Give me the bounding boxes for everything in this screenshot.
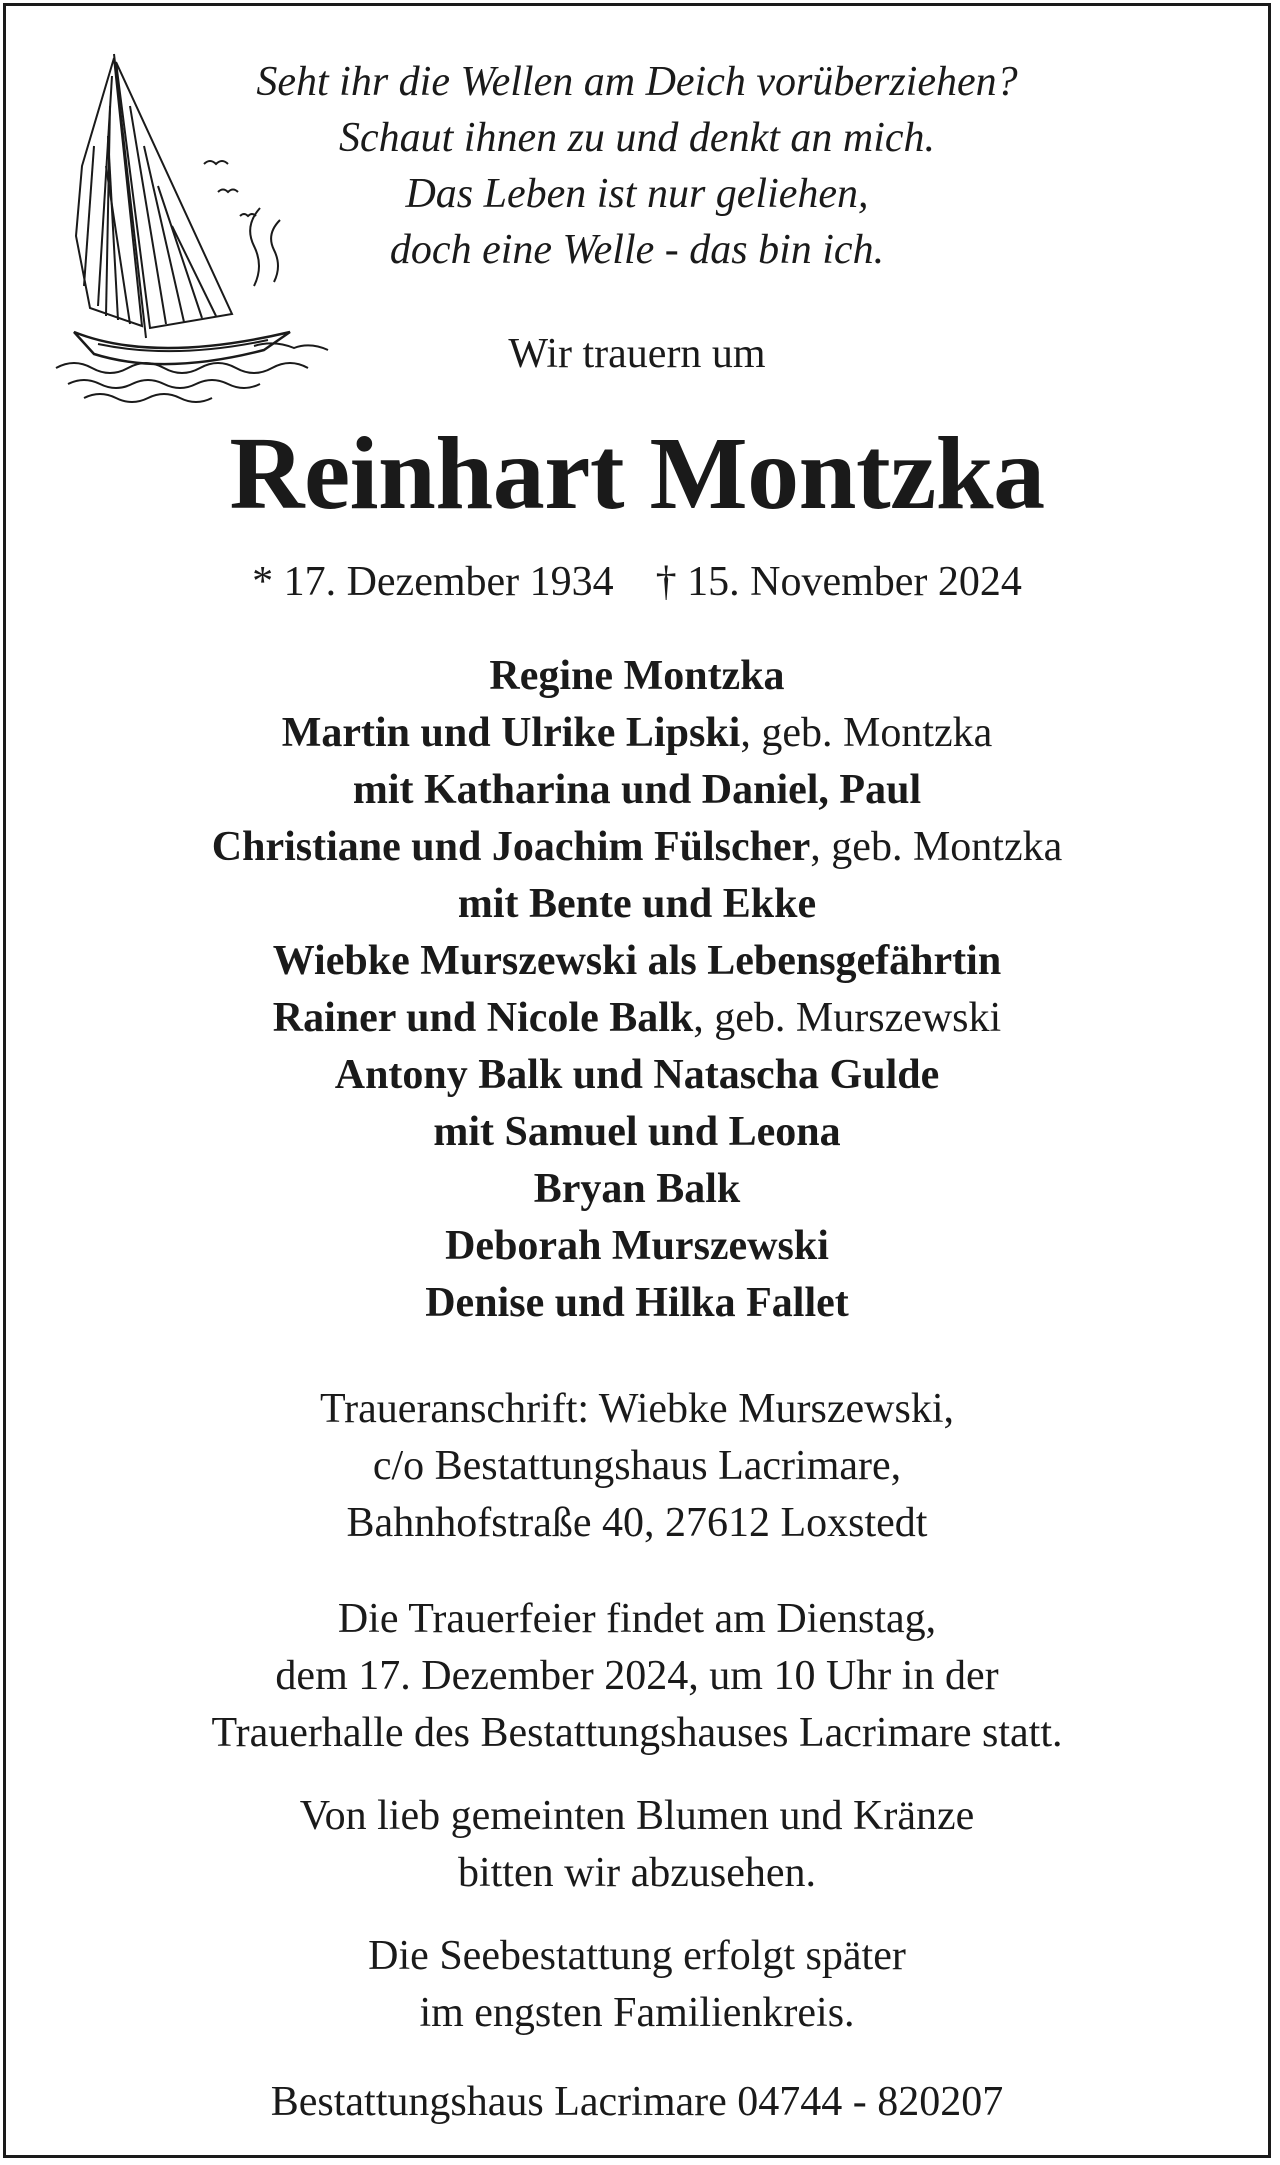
address-line-3: Bahnhofstraße 40, 27612 Loxstedt [346, 1500, 928, 1546]
life-dates [6, 554, 1268, 611]
family-line: mit Katharina und Daniel, Paul [352, 767, 922, 813]
death-date: † 15. November 2024 [655, 559, 1022, 605]
family-line: Antony Balk und Natascha Gulde [334, 1052, 940, 1098]
ceremony-line-2: dem 17. Dezember 2024, um 10 Uhr in der [275, 1653, 999, 1699]
family-line: Denise und Hilka Fallet [425, 1280, 849, 1326]
burial-line-2: im engsten Familienkreis. [419, 1990, 855, 2036]
obituary-frame [3, 3, 1271, 2158]
family-line: Christiane und Joachim Fülscher, geb. Montzka [211, 824, 1063, 870]
deceased-name: Reinhart Montzka [229, 416, 1045, 531]
poem-line-3: Das Leben ist nur geliehen, [405, 171, 869, 217]
address-line-1: Traueranschrift: Wiebke Murszewski, [320, 1386, 954, 1432]
family-line: Regine Montzka [489, 653, 785, 699]
flowers-line-1: Von lieb gemeinten Blumen und Kränze [299, 1793, 975, 1839]
family-line: Wiebke Murszewski als Lebensgefährtin [272, 938, 1002, 984]
funeral-home-contact: Bestattungshaus Lacrimare 04744 - 820207 [270, 2079, 1004, 2125]
poem-line-4: doch eine Welle - das bin ich. [389, 227, 885, 273]
family-line: mit Samuel und Leona [433, 1109, 841, 1155]
obituary-content [6, 6, 1268, 2155]
poem-line-1: Seht ihr die Wellen am Deich vorüberziehen? [256, 59, 1018, 105]
family-line: mit Bente und Ekke [457, 881, 817, 927]
poem-line-2: Schaut ihnen zu und denkt an mich. [338, 115, 936, 161]
address-line-2: c/o Bestattungshaus Lacrimare, [372, 1443, 902, 1489]
intro-text: Wir trauern um [508, 331, 766, 377]
family-line: Rainer und Nicole Balk, geb. Murszewski [272, 995, 1002, 1041]
ceremony-line-1: Die Trauerfeier findet am Dienstag, [337, 1596, 937, 1642]
family-line: Martin und Ulrike Lipski, geb. Montzka [281, 710, 993, 756]
ceremony-line-3: Trauerhalle des Bestattungshauses Lacrimare statt. [211, 1710, 1063, 1756]
family-line: Deborah Murszewski [445, 1223, 829, 1269]
burial-line-1: Die Seebestattung erfolgt später [368, 1933, 906, 1979]
family-line: Bryan Balk [533, 1166, 741, 1212]
birth-date: * 17. Dezember 1934 [252, 559, 614, 605]
flowers-line-2: bitten wir abzusehen. [457, 1850, 817, 1896]
